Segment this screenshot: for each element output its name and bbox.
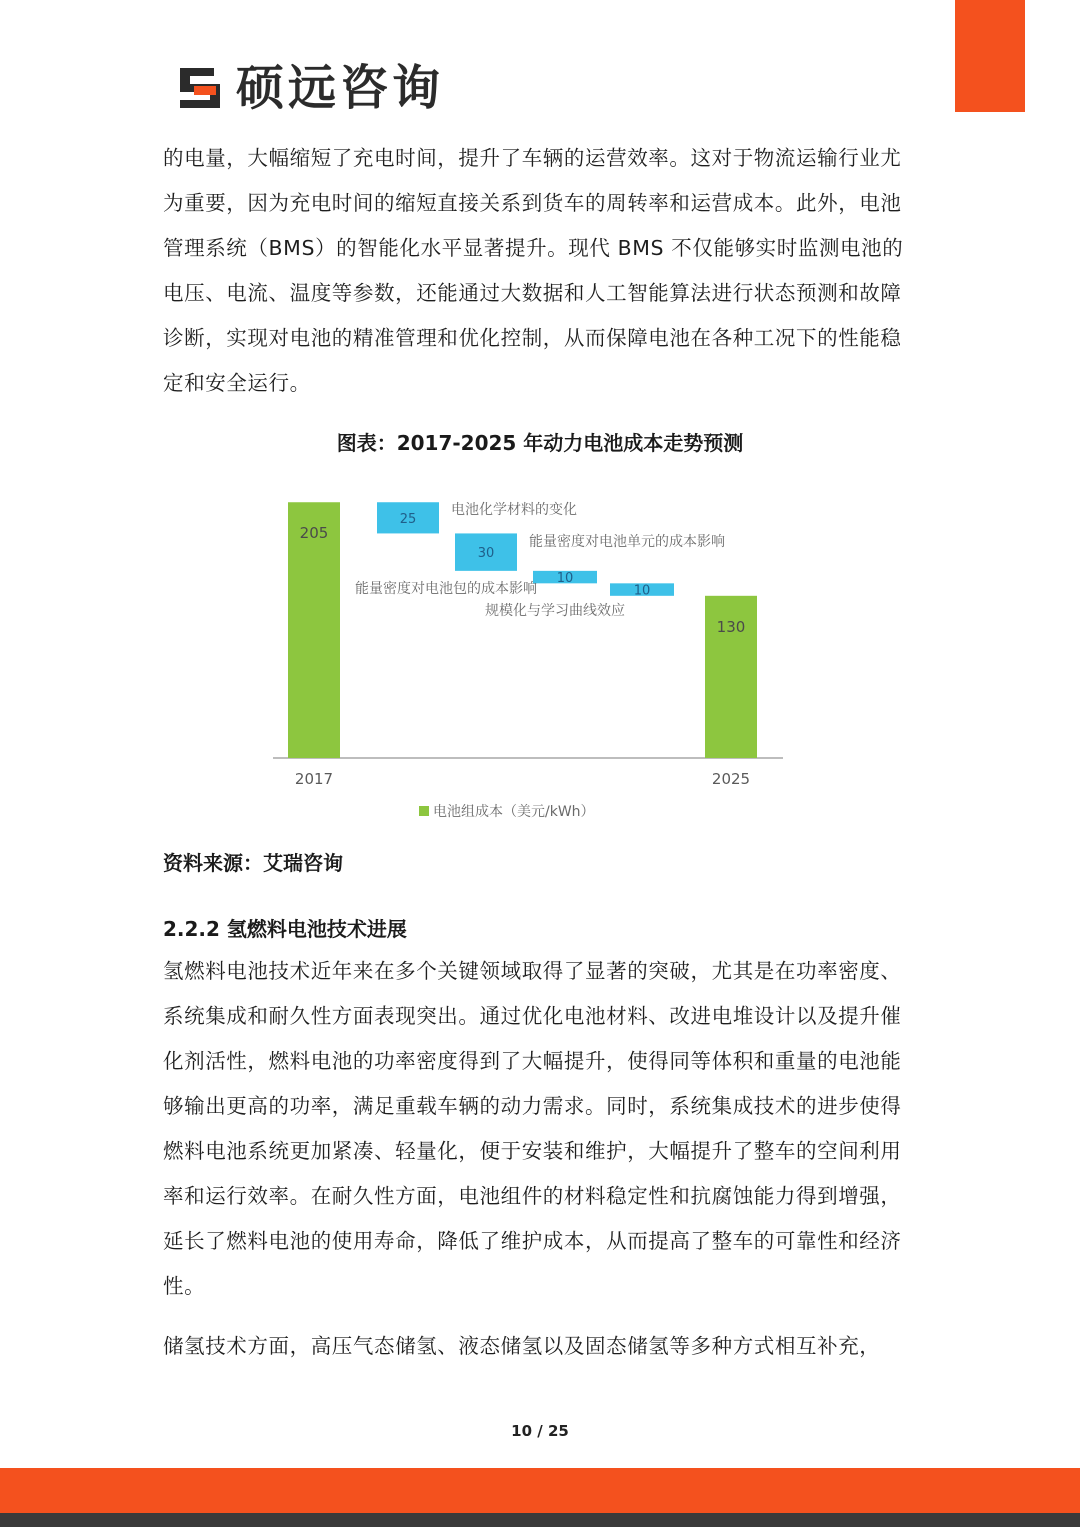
legend-swatch: [419, 806, 429, 816]
reduction-step-value: 25: [399, 511, 417, 527]
reduction-step-label: 能量密度对电池包的成本影响: [355, 581, 537, 597]
reduction-step-value: 10: [633, 583, 651, 599]
reduction-step-label: 规模化与学习曲线效应: [485, 603, 625, 619]
bar-value-label: 130: [716, 617, 746, 636]
figure-source: 资料来源：艾瑞咨询: [163, 851, 343, 875]
section-paragraph-2: 储氢技术方面，高压气态储氢、液态储氢以及固态储氢等多种方式相互补充，: [163, 1334, 881, 1358]
x-tick-label: 2025: [711, 770, 751, 788]
chart-canvas: [255, 488, 815, 828]
brand-logo: [176, 60, 444, 116]
header-accent-tab: [955, 0, 1025, 112]
section-heading: 2.2.2 氢燃料电池技术进展: [163, 917, 407, 941]
x-tick-label: 2017: [294, 770, 334, 788]
intro-paragraph: 的电量，大幅缩短了充电时间，提升了车辆的运营效率。这对于物流运输行业尤为重要，因为充电时间的缩短直接关系到货车的周转率和运营成本。此外，电池管理系统（BMS）的智能化水平显著提升。现代 BMS 不仅能够实时监测电池的电压、电流、温度等参数，还能通过大数据和人工智能算法进行状态预测和故障诊断，实现对电池的精准管理和优化控制，从而保障电池在各种工况下的性能稳定和安全运行。: [163, 146, 904, 395]
s-logo-icon: [176, 64, 226, 112]
reduction-step-value: 10: [556, 571, 574, 587]
page-number: 10 / 25: [511, 1422, 569, 1440]
reduction-step-value: 30: [477, 546, 495, 562]
footer-accent-bar: [0, 1468, 1080, 1513]
legend-label: 电池组成本（美元/kWh）: [433, 804, 595, 820]
bar-value-label: 205: [299, 524, 329, 543]
reduction-step-label: 电池化学材料的变化: [451, 502, 577, 518]
reduction-step-label: 能量密度对电池单元的成本影响: [529, 534, 725, 550]
brand-name: 硕远咨询: [236, 60, 445, 116]
section-paragraph-1: 氢燃料电池技术近年来在多个关键领域取得了显著的突破，尤其是在功率密度、系统集成和耐久性方面表现突出。通过优化电池材料、改进电堆设计以及提升催化剂活性，燃料电池的功率密度得到了大幅提升，使得同等体积和重量的电池能够输出更高的功率，满足重载车辆的动力需求。同时，系统集成技术的进步使得燃料电池系统更加紧凑、轻量化，便于安装和维护，大幅提升了整车的空间利用率和运行效率。在耐久性方面，电池组件的材料稳定性和抗腐蚀能力得到增强，延长了燃料电池的使用寿命，降低了维护成本，从而提高了整车的可靠性和经济性。: [163, 959, 902, 1298]
figure-title: 图表：2017-2025 年动力电池成本走势预测: [336, 431, 744, 455]
cost-waterfall-chart: [255, 488, 815, 828]
footer-dark-bar: [0, 1513, 1080, 1527]
